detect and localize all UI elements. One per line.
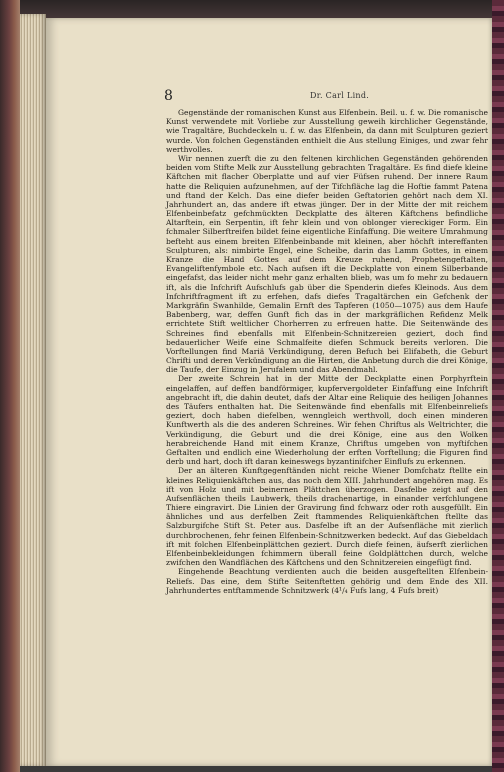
paragraph: Gegenstände der romanischen Kunst aus Elfenbein. Beil. u. f. w. Die romanische Kunst verwendete mit Vorliebe zur Ausstellung geweih kirchlicher Gegenstände, wie Tragaltäre, Buchdeckeln u. f. w. das Elfenbein, da dann mit Sculpturen geziert wurde. Von folchen Gegenständen enthielt die Aus stellung Einiges, und zwar fehr werthvolles. — [166, 108, 488, 154]
book-binding — [0, 0, 20, 772]
page-number: 8 — [164, 88, 173, 104]
body-text — [166, 108, 488, 595]
page-edges — [20, 14, 46, 766]
paragraph: Der an älteren Kunftgegenftänden nicht reiche Wiener Domfchatz ftellte ein kleines Reliquienkäftchen aus, das noch dem XIII. Jahrhundert angehören mag. Es ift von Holz und mit beinernen Plättchen überzogen. Dasfelbe zeigt auf den Aufsenflächen theils Laubwerk, theils drachenartige, in einander verfchlungene Thiere eingravirt. Die Linien der Gravirung find fchwarz oder roth ausgefüllt. Ein ähnliches und aus derfelben Zeit ftammendes Reliquienkäftchen ftellte das Salzburgifche Stift St. Peter aus. Dasfelbe ift an der Aufsenfläche mit zierlich durchbrochenen, fehr feinen Elfenbein-Schnitzwerken bedeckt. Auf das Giebeldach ift mit folchen Elfenbeinplättchen geziert. Durch diefe feinen, äufserft zierlichen Elfenbeinbekleidungen fchimmern überall feine Goldplättchen durch, welche zwifchen den Wandflächen des Käftchens und den Schnitzereien eingefügt find. — [166, 466, 488, 568]
running-head: Dr. Carl Lind. — [310, 91, 370, 100]
paragraph: Der zweite Schrein hat in der Mitte der Deckplatte einen Porphyrftein eingelaffen, auf deffen bandförmiger, kupfervergoldeter Einfaffung eine Infchrift angebracht ift, die dahin deutet, dafs der Altar eine Reliquie des heiligen Johannes des Täufers enthalten hat. Die Seitenwände find ebenfalls mit Elfenbeinreliefs geziert, doch haben diefelben, wenngleich werthvoll, doch einen minderen Kunftwerth als die des anderen Schreines. Wir fehen Chriftus als Weltrichter, die Verkündigung, die Geburt und die drei Könige, eine aus den Wolken herabreichende Hand mit einem Kranze, Chriftus umgeben von myftifchen Geftalten und endlich eine Wiederholung der erften Vorftellung; die Figuren find derb und hart, doch ift daran keineswegs byzantinifcher Einflufs zu erkennen. — [166, 374, 488, 467]
page-header — [164, 88, 484, 104]
paragraph: Eingehende Beachtung verdienten auch die beiden ausgeftellten Elfenbein-Reliefs. Das eine, dem Stifte Seitenftetten gehörig und dem Ende des XII. Jahrhundertes entftammende Schnitzwerk (4¹/₄ Fufs lang, 4 Fufs breit) — [166, 567, 488, 595]
paragraph: Wir nennen zuerft die zu den feltenen kirchlichen Gegenständen gehörenden beiden vom Stifte Melk zur Ausstellung gebrachten Tragaltäre. Es find diefe kleine Käftchen mit flacher Oberplatte und auf vier Füfsen ruhend. Der innere Raum hatte die Reliquien aufzunehmen, auf der Tifchfläche lag die Hoftie fammt Patena und ftand der Kelch. Das eine diefer beiden Geftatorien gehört nach dem XI. Jahrhundert an, das andere ift etwas jünger. Der in der Mitte der mit reichem Elfenbeinbefatz gefchmückten Deckplatte des älteren Käftchens befindliche Altarftein, ein Serpentin, ift fehr klein und von oblonger viereckiger Form. Ein fchmaler Silberftreifen bildet feine eigentliche Einfaffung. Die weitere Umrahmung befteht aus einem breiten Elfenbeinbande mit kleinen, aber höchft intereffanten Sculpturen, als: nimbirte Engel, eine Scheibe, darin das Lamm Gottes, in einem Kranze die Hand Gottes auf dem Kreuze ruhend, Prophetengeftalten, Evangeliftenfymbole etc. Nach aufsen ift die Deckplatte von einem Silberbande eingefafst, das leider nicht mehr ganz erhalten blieb, was um fo mehr zu bedauern ift, als die Infchrift Aufschlufs gab über die Spenderin diefes Kleinods. Aus dem Infchriftfragment ift zu erfehen, dafs diefes Tragaltärchen ein Gefchenk der Markgräfin Swanhilde, Gemalin Ernft des Tapferen (1050—1075) aus dem Haufe Babenberg, war, deffen Gunft fich das in der markgräflichen Refidenz Melk errichtete Stift weltlicher Chorherren zu erfreuen hatte. Die Seitenwände des Schreines find ebenfalls mit Elfenbein-Schnitzereien geziert, doch find bedauerlicher Weife eine Schmalfeite diefen Schmuck bereits verloren. Die Vorftellungen find Mariä Verkündigung, deren Befuch bei Elifabeth, die Geburt Chrifti und deren Verkündigung an die Hirten, die Anbetung durch die drei Könige, die Taufe, der Einzug in Jerufalem und das Abendmahl. — [166, 153, 488, 375]
marbled-edge — [492, 0, 504, 772]
